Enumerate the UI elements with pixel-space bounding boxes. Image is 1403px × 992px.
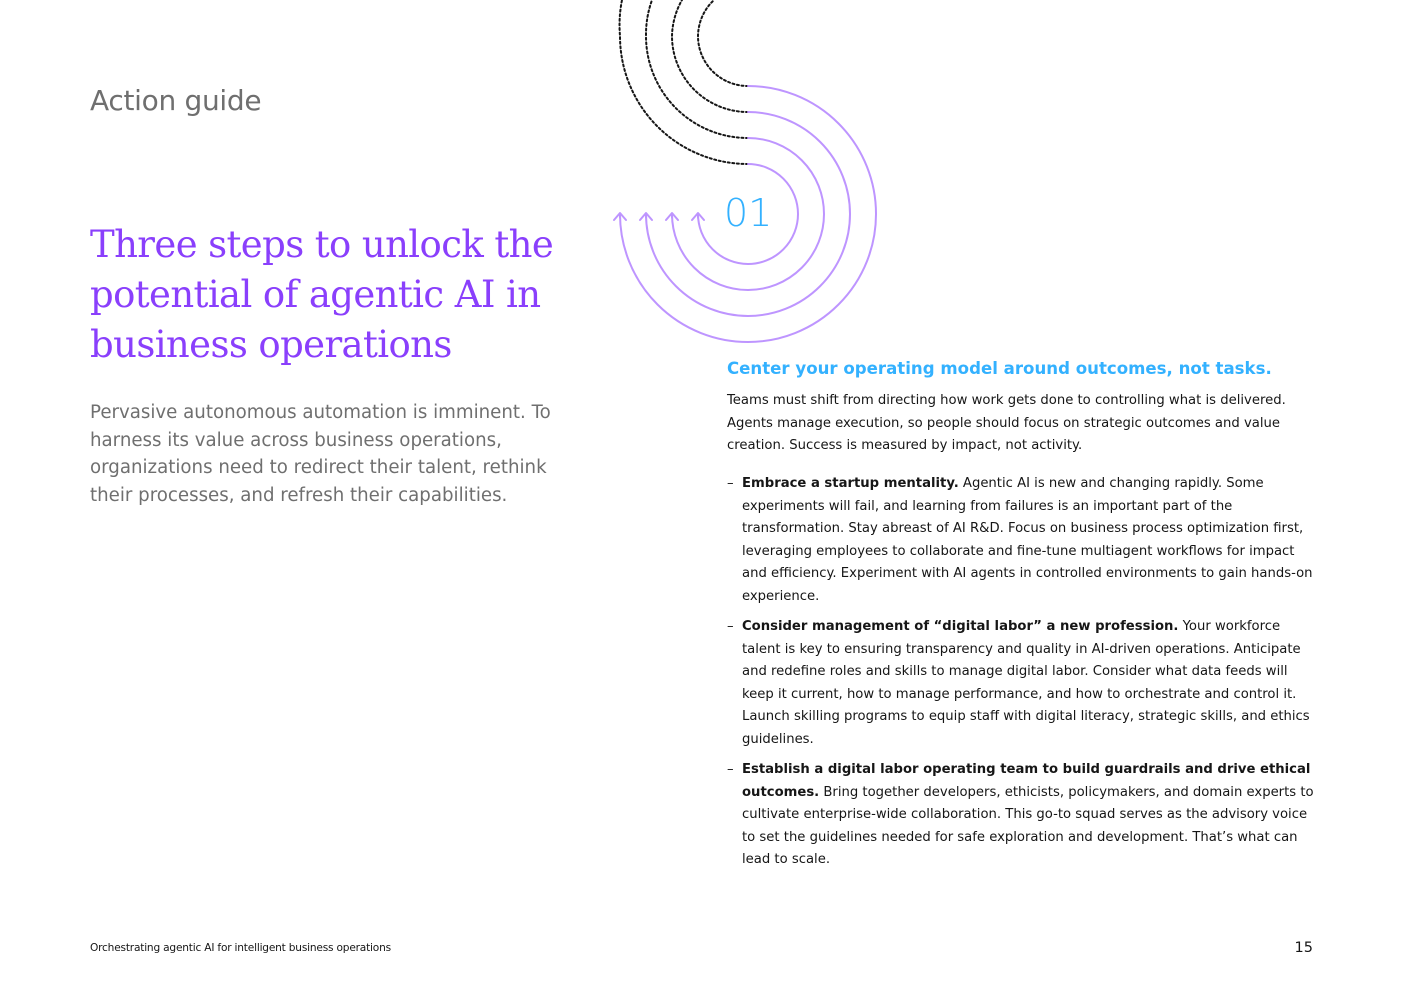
bullet-lead: Establish a digital labor operating team to build guardrails and drive ethical outcomes. [742,762,1311,800]
bullet-dash: – [727,619,734,634]
step-title: Center your operating model around outcomes, not tasks. [727,359,1272,378]
list-item [727,616,1317,751]
lede-paragraph: Pervasive autonomous automation is imminent. To harness its value across business operations, organizations need to redirect their talent, rethink their processes, and refresh their capabilities. [90,402,551,507]
footer-document-title: Orchestrating agentic AI for intelligent business operations [90,942,391,954]
page-headline: Three steps to unlock the potential of agentic AI in business operations [90,223,554,366]
list-item [727,473,1317,608]
page-number: 15 [1294,940,1313,956]
bullet-text: Agentic AI is new and changing rapidly. Some experiments will fail, and learning from failures is an important part of the transformation. Stay abreast of AI R&D. Focus on business process optimization first, leveraging employees to collaborate and fine-tune multiagent workflows for impact and efficiency. Experiment with AI agents in controlled environments to gain hands-on experience. [742,476,1313,604]
step-number: 01 [724,191,773,235]
concentric-arc-arrows-icon [600,0,900,360]
section-label: Action guide [90,84,262,117]
bullet-lead: Consider management of “digital labor” a new profession. [742,619,1179,634]
bullet-text: Your workforce talent is key to ensuring transparency and quality in AI-driven operations. Anticipate and redefine roles and skills to manage digital labor. Consider what data feeds will keep it current, how to manage performance, and how to orchestrate and control it. Launch skilling programs to equip staff with digital literacy, strategic skills, and ethics guidelines. [742,619,1310,747]
bullet-lead: Embrace a startup mentality. [742,476,959,491]
list-item [727,759,1317,872]
bullet-dash: – [727,762,734,777]
bullet-text: Bring together developers, ethicists, policymakers, and domain experts to cultivate enterprise-wide collaboration. This go-to squad serves as the advisory voice to set the guidelines needed for safe exploration and development. That’s what can lead to scale. [742,784,1314,867]
step-intro: Teams must shift from directing how work gets done to controlling what is delivered. Agents manage execution, so people should focus on strategic outcomes and value creation. Success is measured by impact, not activity. [727,393,1286,453]
bullet-dash: – [727,476,734,491]
step-bullet-list [727,473,1317,880]
